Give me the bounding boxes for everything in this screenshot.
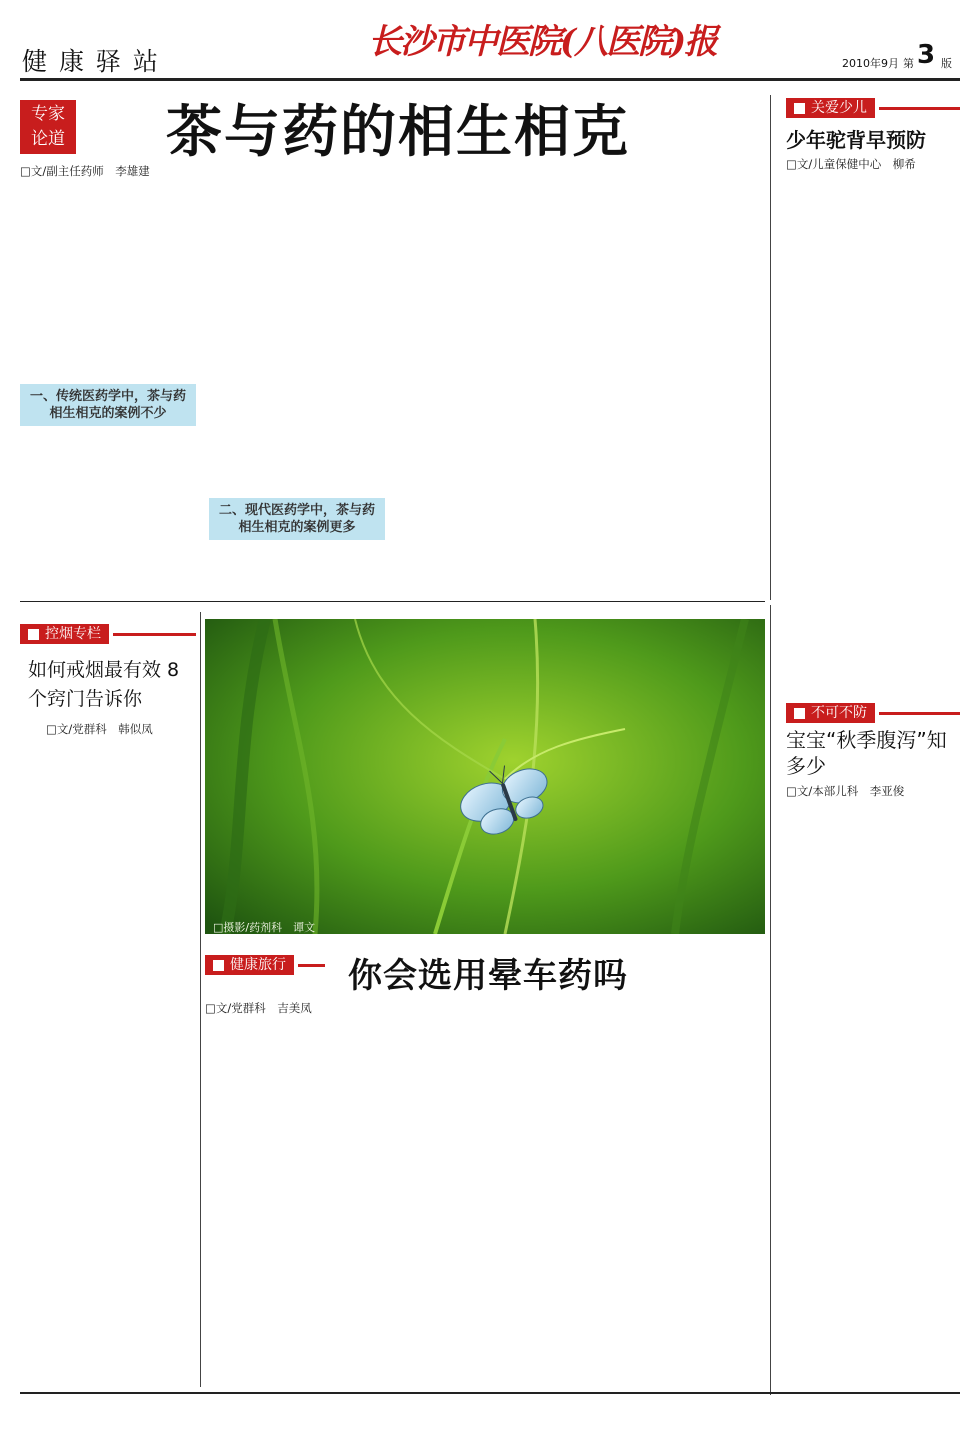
sidebar2-byline: □文/本部儿科 李亚俊 xyxy=(786,784,905,798)
sidebar2-tag-label: 不可不防 xyxy=(811,705,867,721)
square-icon xyxy=(28,629,39,640)
sidebar1-bar xyxy=(879,107,960,110)
sidebar1-tag xyxy=(786,98,875,118)
smoking-title: 如何戒烟最有效 8个窍门告诉你 xyxy=(28,659,180,710)
travel-byline: □文/党群科 吉美凤 xyxy=(205,1001,312,1015)
square-icon xyxy=(794,103,805,114)
sidebar2-bar xyxy=(879,712,960,715)
square-icon xyxy=(794,708,805,719)
sidebar1-tag-label: 关爱少儿 xyxy=(811,100,867,116)
butterfly-photo xyxy=(205,619,765,934)
page-number: 3 xyxy=(917,40,936,70)
smoking-bar xyxy=(113,633,196,636)
travel-tag xyxy=(205,955,294,975)
sidebar1-header xyxy=(786,98,960,118)
section-name: 健 康 驿 站 xyxy=(22,47,160,76)
travel-bar xyxy=(298,964,325,967)
lead-byline: □文/副主任药师 李雄建 xyxy=(20,164,150,178)
travel-title: 你会选用晕车药吗 xyxy=(348,956,628,996)
sidebar2-header xyxy=(786,703,960,723)
smoking-tag-label: 控烟专栏 xyxy=(45,626,101,642)
sidebar2-title: 宝宝“秋季腹泻”知多少 xyxy=(786,728,947,778)
smoking-header xyxy=(20,624,196,644)
masthead-rule xyxy=(20,78,960,81)
smoking-byline: □文/党群科 韩似凤 xyxy=(46,722,153,736)
sidebar1-title: 少年驼背早预防 xyxy=(786,128,926,152)
square-icon xyxy=(213,960,224,971)
paper-logo: 长沙市中医院(八医院)报 xyxy=(368,22,717,62)
lead-title: 茶与药的相生相克 xyxy=(166,100,630,165)
page-label-prefix: 第 xyxy=(903,57,914,70)
page-label-suffix: 版 xyxy=(941,57,952,70)
issue-date: 2010年9月 xyxy=(842,57,899,70)
footer-rule xyxy=(20,1392,960,1394)
sidebar1-byline: □文/儿童保健中心 柳希 xyxy=(786,157,916,171)
smoking-divider xyxy=(200,612,201,1387)
photo-art xyxy=(205,619,765,934)
lead-subhead-2: 二、现代医药学中，茶与药相生相克的案例更多 xyxy=(209,498,385,540)
photo-caption: □摄影/药剂科 谭文 xyxy=(213,921,316,934)
right-column-divider xyxy=(770,605,771,1395)
sidebar2-tag xyxy=(786,703,875,723)
lead-bottom-rule xyxy=(20,601,765,602)
lead-divider xyxy=(770,95,771,600)
travel-tag-label: 健康旅行 xyxy=(230,957,286,973)
lead-subhead-1: 一、传统医药学中，茶与药相生相克的案例不少 xyxy=(20,384,196,426)
smoking-tag xyxy=(20,624,109,644)
travel-header xyxy=(205,955,325,975)
lead-tag: 专家论道 xyxy=(20,100,76,154)
